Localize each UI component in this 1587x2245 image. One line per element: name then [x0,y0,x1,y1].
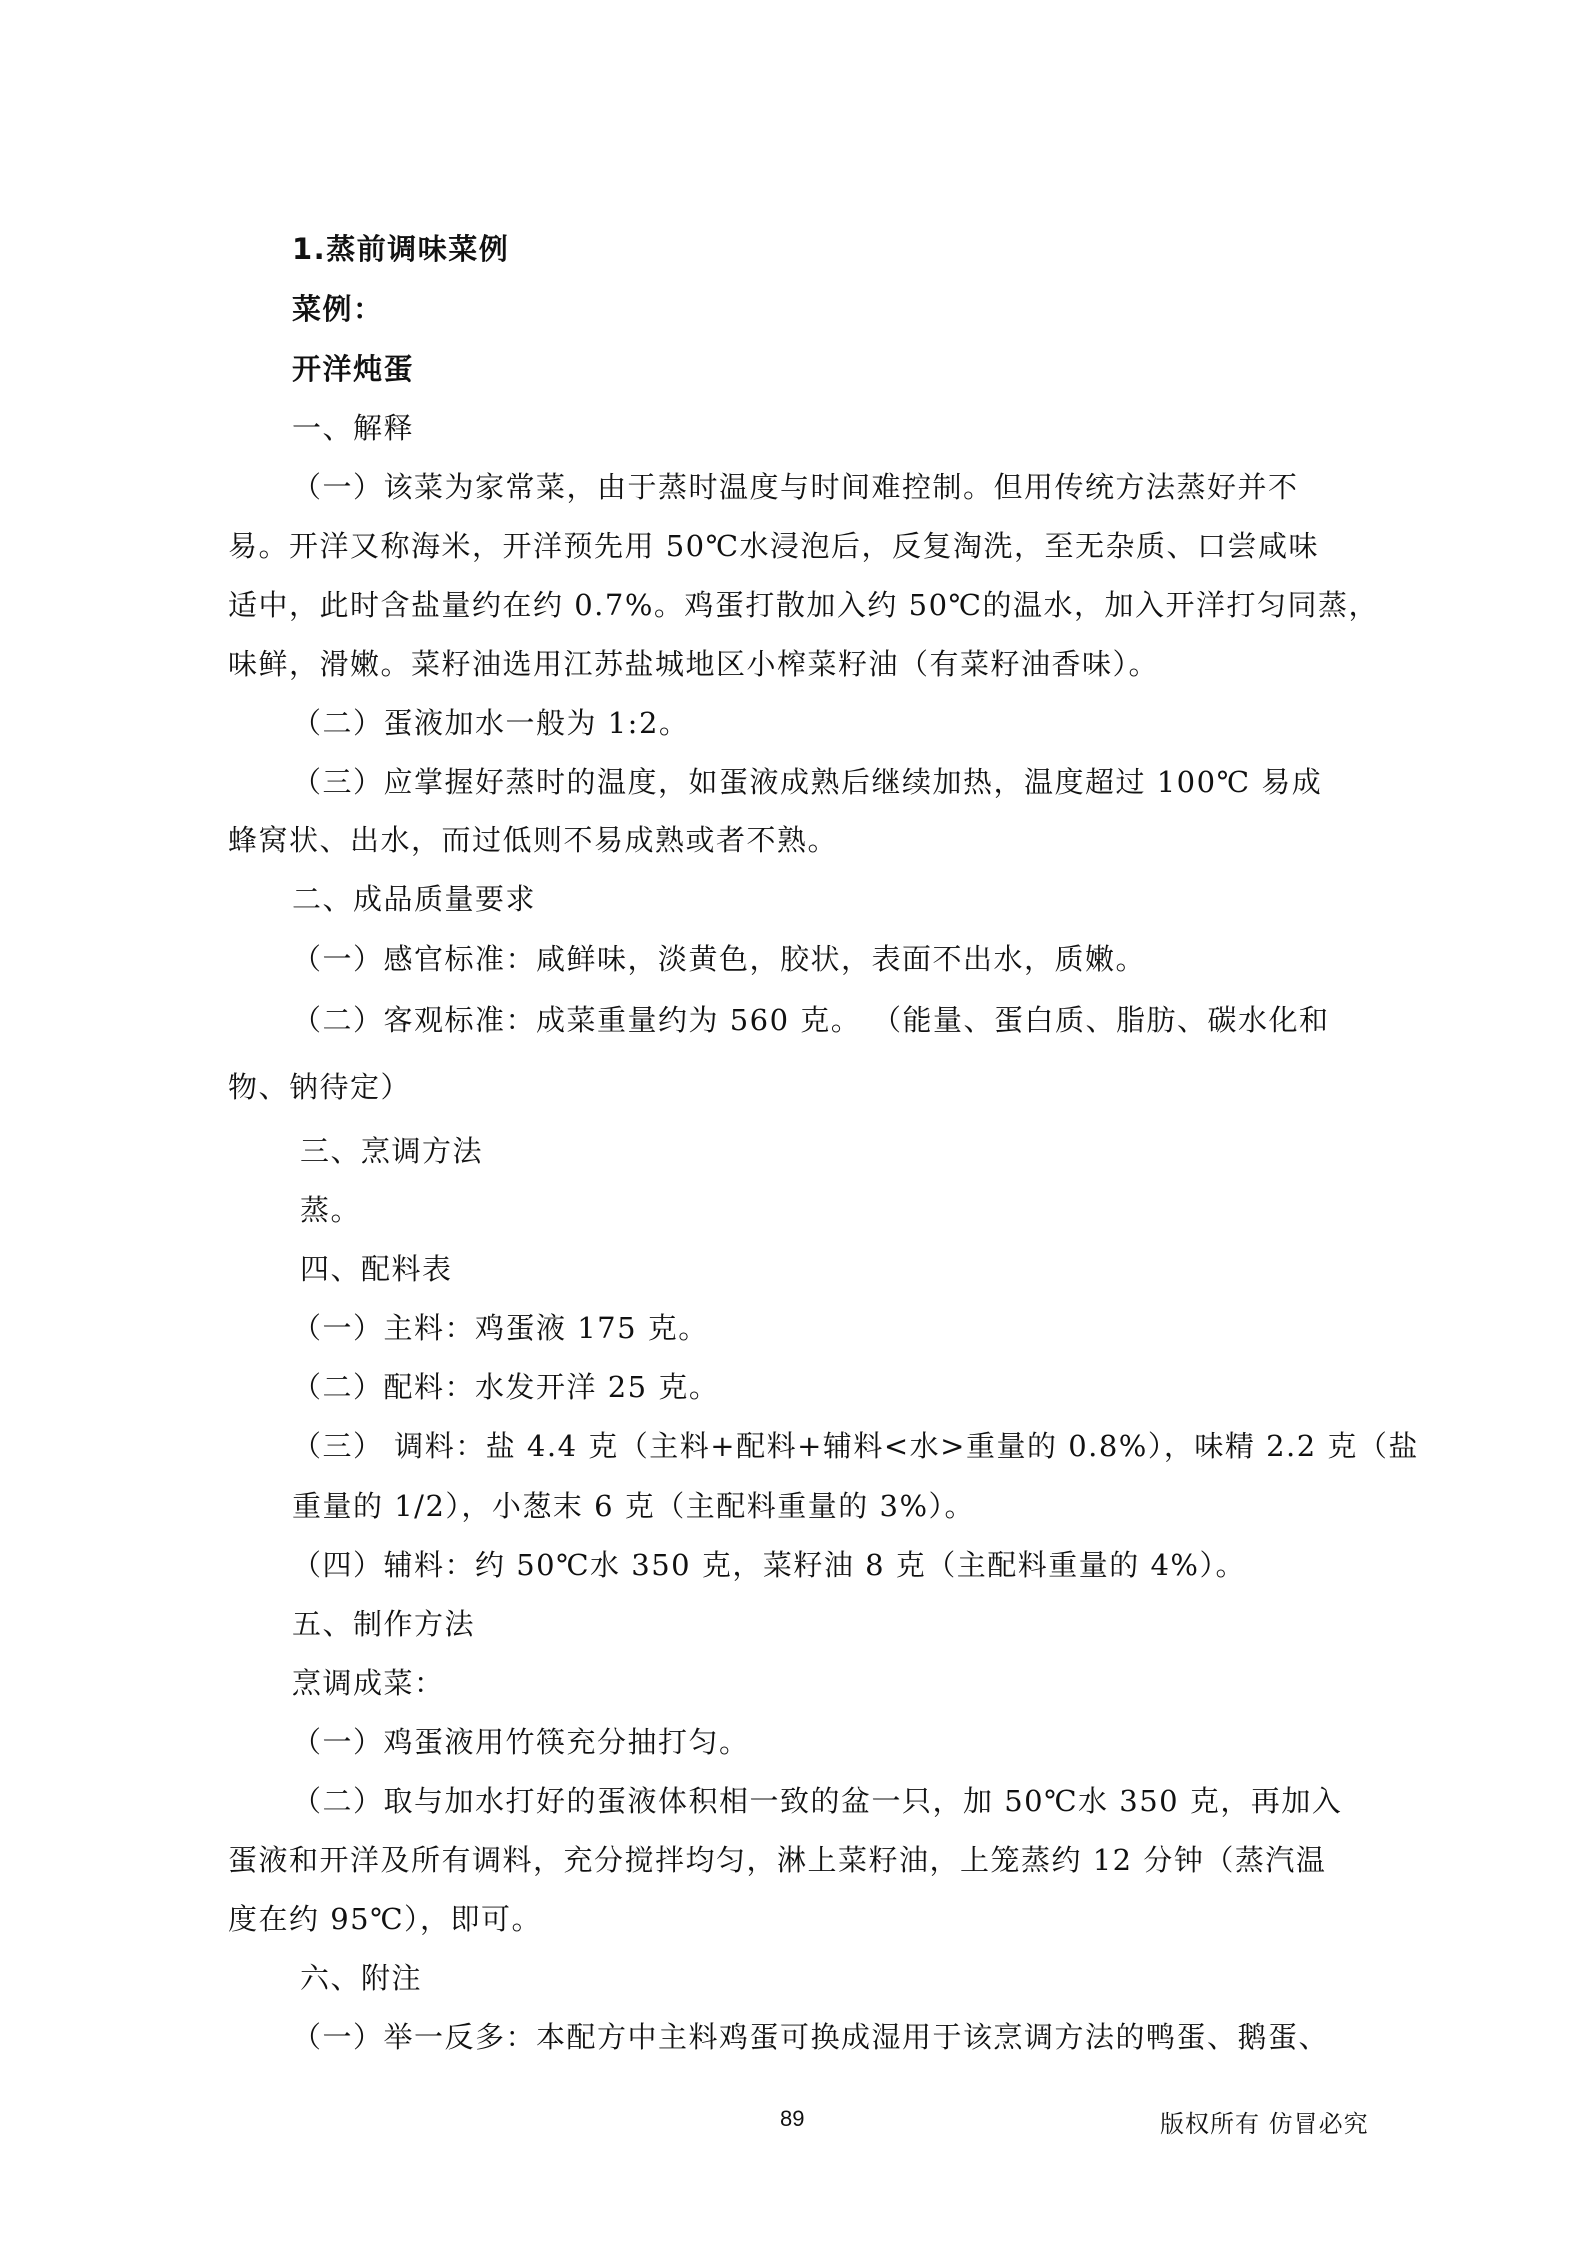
copyright-notice: 版权所有 仿冒必究 [1160,2110,1369,2138]
page-number: 89 [780,2106,805,2131]
paragraph-line: （二）配料：水发开洋 25 克。 [292,1370,720,1404]
paragraph-line: 味鲜，滑嫩。菜籽油选用江苏盐城地区小榨菜籽油（有菜籽油香味）。 [228,647,1160,681]
paragraph-line: 度在约 95℃），即可。 [228,1902,543,1936]
heading-ingredients: 四、配料表 [300,1252,453,1286]
paragraph-line: 物、钠待定） [228,1070,412,1104]
paragraph-line: （二）取与加水打好的蛋液体积相一致的盆一只，加 50℃水 350 克，再加入 [292,1784,1343,1818]
paragraph-line: （三） 调料：盐 4.4 克（主料+配料+辅料<水>重量的 0.8%），味精 2.2 克（盐 [292,1429,1419,1463]
heading-notes: 六、附注 [300,1961,423,1995]
section-title: 1.蒸前调味菜例 [292,232,510,266]
paragraph-line: （二）客观标准：成菜重量约为 560 克。 （能量、蛋白质、脂肪、碳水化和 [292,1003,1330,1037]
paragraph-line: （一）鸡蛋液用竹筷充分抽打匀。 [292,1725,750,1759]
heading-explanation: 一、解释 [292,411,415,445]
dish-name: 开洋炖蛋 [292,352,415,386]
paragraph-line: 蜂窝状、出水，而过低则不易成熟或者不熟。 [228,823,839,857]
paragraph-line: 重量的 1/2），小葱末 6 克（主配料重量的 3%）。 [292,1489,976,1523]
paragraph-line: （三）应掌握好蒸时的温度，如蛋液成熟后继续加热，温度超过 100℃ 易成 [292,765,1323,799]
paragraph-line: （一）举一反多：本配方中主料鸡蛋可换成湿用于该烹调方法的鸭蛋、鹅蛋、 [292,2020,1330,2054]
paragraph-line: （二）蛋液加水一般为 1:2。 [292,706,690,740]
paragraph-line: 蛋液和开洋及所有调料，充分搅拌均匀，淋上菜籽油，上笼蒸约 12 分钟（蒸汽温 [228,1843,1327,1877]
heading-method: 三、烹调方法 [300,1134,484,1168]
paragraph-line: 烹调成菜： [292,1666,445,1700]
recipe-label: 菜例： [292,292,384,326]
heading-procedure: 五、制作方法 [292,1607,476,1641]
paragraph-line: 适中，此时含盐量约在约 0.7%。鸡蛋打散加入约 50℃的温水，加入开洋打匀同蒸， [228,588,1379,622]
paragraph-line: 易。开洋又称海米，开洋预先用 50℃水浸泡后，反复淘洗，至无杂质、口尝咸味 [228,529,1320,563]
paragraph-line: （一）主料：鸡蛋液 175 克。 [292,1311,709,1345]
paragraph-line: （一）感官标准：咸鲜味，淡黄色，胶状，表面不出水，质嫩。 [292,942,1147,976]
heading-quality: 二、成品质量要求 [292,882,537,916]
paragraph-line: （四）辅料：约 50℃水 350 克，菜籽油 8 克（主配料重量的 4%）。 [292,1548,1246,1582]
paragraph-line: （一）该菜为家常菜，由于蒸时温度与时间难控制。但用传统方法蒸好并不 [292,470,1299,504]
paragraph-line: 蒸。 [300,1193,362,1227]
